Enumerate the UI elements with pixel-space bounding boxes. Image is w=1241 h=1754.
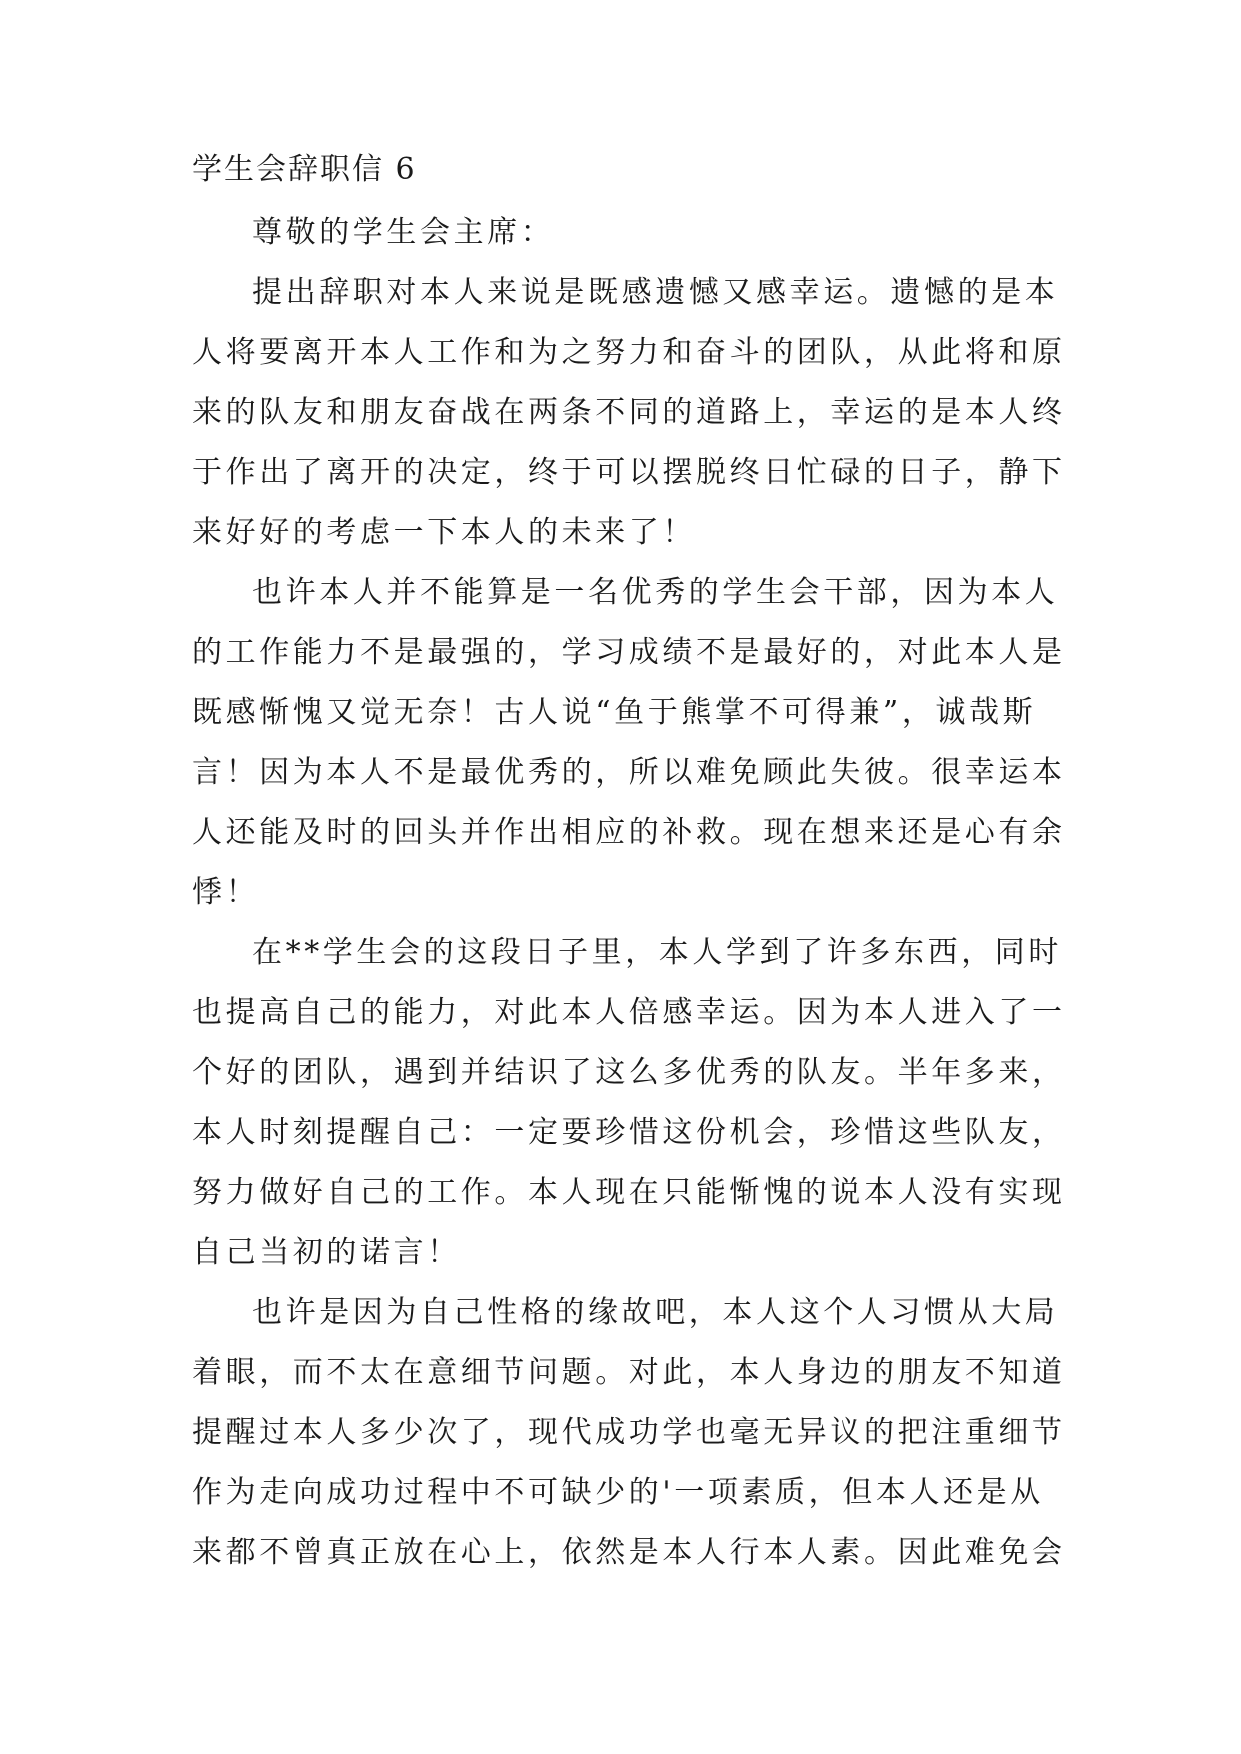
salutation: 尊敬的学生会主席： bbox=[252, 215, 555, 250]
paragraph-line: 言！因为本人不是最优秀的，所以难免顾此失彼。很幸运本 bbox=[192, 755, 1066, 790]
paragraph-line: 在**学生会的这段日子里，本人学到了许多东西，同时 bbox=[252, 935, 1062, 970]
paragraph-line: 于作出了离开的决定，终于可以摆脱终日忙碌的日子，静下 bbox=[192, 455, 1066, 490]
paragraph-line: 也许本人并不能算是一名优秀的学生会干部，因为本人 bbox=[252, 575, 1059, 610]
paragraph-line: 个好的团队，遇到并结识了这么多优秀的队友。半年多来， bbox=[192, 1055, 1066, 1090]
paragraph-line: 来都不曾真正放在心上，依然是本人行本人素。因此难免会 bbox=[192, 1535, 1066, 1570]
paragraph-line: 既感惭愧又觉无奈！古人说“鱼于熊掌不可得兼”，诚哉斯 bbox=[192, 695, 1037, 730]
paragraph-line: 悸！ bbox=[192, 875, 260, 910]
paragraph-line: 自己当初的诺言！ bbox=[192, 1235, 461, 1270]
paragraph-line: 作为走向成功过程中不可缺少的'一项素质，但本人还是从 bbox=[192, 1475, 1044, 1510]
paragraph-line: 本人时刻提醒自己：一定要珍惜这份机会，珍惜这些队友， bbox=[192, 1115, 1066, 1150]
paragraph-line: 人将要离开本人工作和为之努力和奋斗的团队，从此将和原 bbox=[192, 335, 1066, 370]
document-title: 学生会辞职信 6 bbox=[192, 152, 417, 187]
paragraph-line: 提出辞职对本人来说是既感遗憾又感幸运。遗憾的是本 bbox=[252, 275, 1059, 310]
paragraph-line: 人还能及时的回头并作出相应的补救。现在想来还是心有余 bbox=[192, 815, 1066, 850]
paragraph-line: 努力做好自己的工作。本人现在只能惭愧的说本人没有实现 bbox=[192, 1175, 1066, 1210]
paragraph-line: 的工作能力不是最强的，学习成绩不是最好的，对此本人是 bbox=[192, 635, 1066, 670]
paragraph-line: 提醒过本人多少次了，现代成功学也毫无异议的把注重细节 bbox=[192, 1415, 1066, 1450]
paragraph-line: 也许是因为自己性格的缘故吧，本人这个人习惯从大局 bbox=[252, 1295, 1059, 1330]
paragraph-line: 来的队友和朋友奋战在两条不同的道路上，幸运的是本人终 bbox=[192, 395, 1066, 430]
paragraph-line: 来好好的考虑一下本人的未来了！ bbox=[192, 515, 696, 550]
paragraph-line: 着眼，而不太在意细节问题。对此，本人身边的朋友不知道 bbox=[192, 1355, 1066, 1390]
paragraph-line: 也提高自己的能力，对此本人倍感幸运。因为本人进入了一 bbox=[192, 995, 1066, 1030]
